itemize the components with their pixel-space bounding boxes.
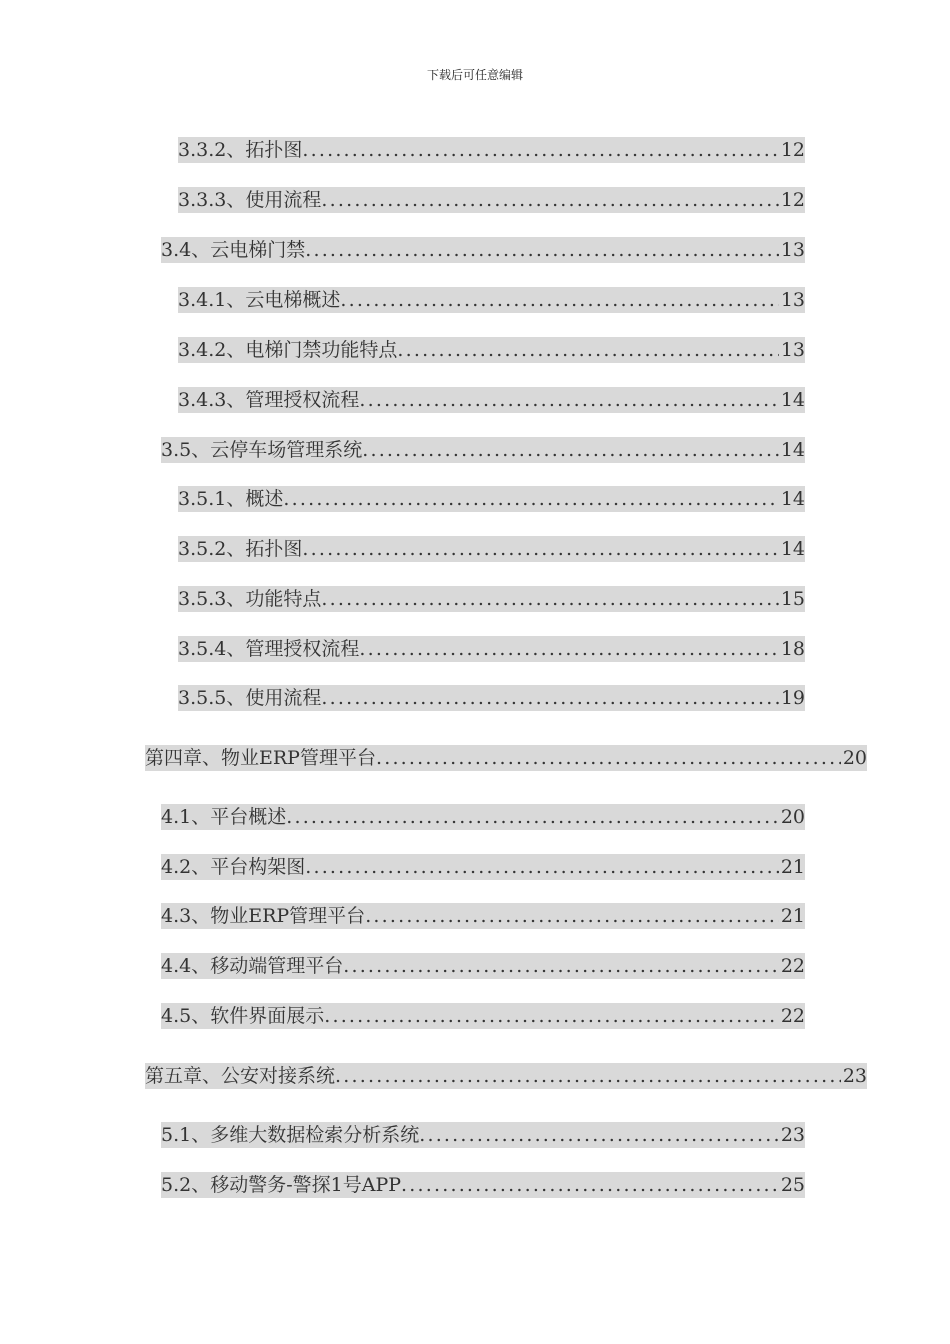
toc-entry[interactable] xyxy=(145,745,867,771)
toc-entry[interactable] xyxy=(161,1122,805,1148)
toc-entry-title: 5.1、多维大数据检索分析系统 xyxy=(161,1124,420,1146)
toc-entry[interactable] xyxy=(178,685,805,711)
toc-entry-title: 3.4.2、电梯门禁功能特点 xyxy=(178,339,398,361)
toc-entry[interactable] xyxy=(161,1003,805,1029)
toc-page-number: 22 xyxy=(780,1005,805,1027)
toc-page-number: 13 xyxy=(780,339,805,361)
toc-entry[interactable] xyxy=(178,536,805,562)
toc-entry-title: 4.5、软件界面展示 xyxy=(161,1005,325,1027)
toc-entry-title: 4.2、平台构架图 xyxy=(161,856,306,878)
toc-dot-leader xyxy=(359,387,778,413)
toc-entry[interactable] xyxy=(145,1063,867,1089)
toc-entry-title: 3.5.3、功能特点 xyxy=(178,588,322,610)
toc-page-number: 25 xyxy=(780,1174,805,1196)
toc-page-number: 21 xyxy=(780,856,805,878)
toc-dot-leader xyxy=(305,237,779,263)
toc-entry-title: 4.1、平台概述 xyxy=(161,806,287,828)
toc-dot-leader xyxy=(335,1063,841,1089)
toc-page-number: 14 xyxy=(780,439,805,461)
toc-page-number: 23 xyxy=(780,1124,805,1146)
toc-entry-title: 3.5、云停车场管理系统 xyxy=(161,439,363,461)
toc-dot-leader xyxy=(283,486,778,512)
toc-entry[interactable] xyxy=(161,1172,805,1198)
toc-entry[interactable] xyxy=(161,804,805,830)
toc-page-number: 14 xyxy=(780,488,805,510)
toc-page-number: 12 xyxy=(780,189,805,211)
toc-page-number: 21 xyxy=(780,905,805,927)
toc-page-number: 18 xyxy=(780,638,805,660)
toc-page-number: 13 xyxy=(780,289,805,311)
toc-dot-leader xyxy=(397,337,778,363)
toc-dot-leader xyxy=(376,745,841,771)
toc-page-number: 22 xyxy=(780,955,805,977)
toc-dot-leader xyxy=(302,137,778,163)
toc-page-number: 14 xyxy=(780,389,805,411)
toc-entry-title: 3.5.4、管理授权流程 xyxy=(178,638,360,660)
toc-dot-leader xyxy=(343,953,779,979)
toc-entry-title: 4.4、移动端管理平台 xyxy=(161,955,344,977)
toc-entry[interactable] xyxy=(178,187,805,213)
toc-page-number: 20 xyxy=(842,747,867,769)
toc-entry[interactable] xyxy=(178,636,805,662)
toc-entry-title: 3.3.2、拓扑图 xyxy=(178,139,303,161)
toc-entry-title: 3.4、云电梯门禁 xyxy=(161,239,306,261)
toc-entry-title: 4.3、物业ERP管理平台 xyxy=(161,905,366,927)
toc-entry-title: 3.5.1、概述 xyxy=(178,488,284,510)
toc-page-number: 23 xyxy=(842,1065,867,1087)
toc-entry[interactable] xyxy=(161,237,805,263)
toc-entry[interactable] xyxy=(178,337,805,363)
toc-page-number: 20 xyxy=(780,806,805,828)
toc-dot-leader xyxy=(321,685,778,711)
toc-dot-leader xyxy=(302,536,778,562)
toc-dot-leader xyxy=(401,1172,779,1198)
toc-entry-title: 第五章、公安对接系统 xyxy=(145,1065,336,1087)
toc-entry[interactable] xyxy=(161,854,805,880)
toc-page-number: 19 xyxy=(780,687,805,709)
toc-dot-leader xyxy=(365,903,779,929)
toc-dot-leader xyxy=(321,187,778,213)
toc-dot-leader xyxy=(359,636,778,662)
toc-page-number: 13 xyxy=(780,239,805,261)
toc-entry-title: 第四章、物业ERP管理平台 xyxy=(145,747,376,769)
toc-entry[interactable] xyxy=(161,437,805,463)
toc-entry[interactable] xyxy=(178,387,805,413)
toc-dot-leader xyxy=(340,287,778,313)
toc-dot-leader xyxy=(324,1003,779,1029)
toc-entry-title: 3.3.3、使用流程 xyxy=(178,189,322,211)
toc-entry-title: 3.5.5、使用流程 xyxy=(178,687,322,709)
toc-dot-leader xyxy=(321,586,778,612)
toc-entry-title: 3.4.3、管理授权流程 xyxy=(178,389,360,411)
toc-dot-leader xyxy=(362,437,779,463)
toc-page-number: 14 xyxy=(780,538,805,560)
toc-entry-title: 3.4.1、云电梯概述 xyxy=(178,289,341,311)
page-header: 下载后可任意编辑 xyxy=(426,68,523,82)
toc-entry[interactable] xyxy=(161,953,805,979)
toc-page-number: 12 xyxy=(780,139,805,161)
toc-dot-leader xyxy=(286,804,779,830)
toc-page-number: 15 xyxy=(780,588,805,610)
toc-dot-leader xyxy=(305,854,779,880)
toc-entry[interactable] xyxy=(178,287,805,313)
toc-entry-title: 3.5.2、拓扑图 xyxy=(178,538,303,560)
toc-entry[interactable] xyxy=(161,903,805,929)
toc-entry-title: 5.2、移动警务-警探1号APP xyxy=(161,1174,402,1196)
toc-entry[interactable] xyxy=(178,586,805,612)
toc-entry[interactable] xyxy=(178,137,805,163)
toc-dot-leader xyxy=(419,1122,779,1148)
toc-entry[interactable] xyxy=(178,486,805,512)
